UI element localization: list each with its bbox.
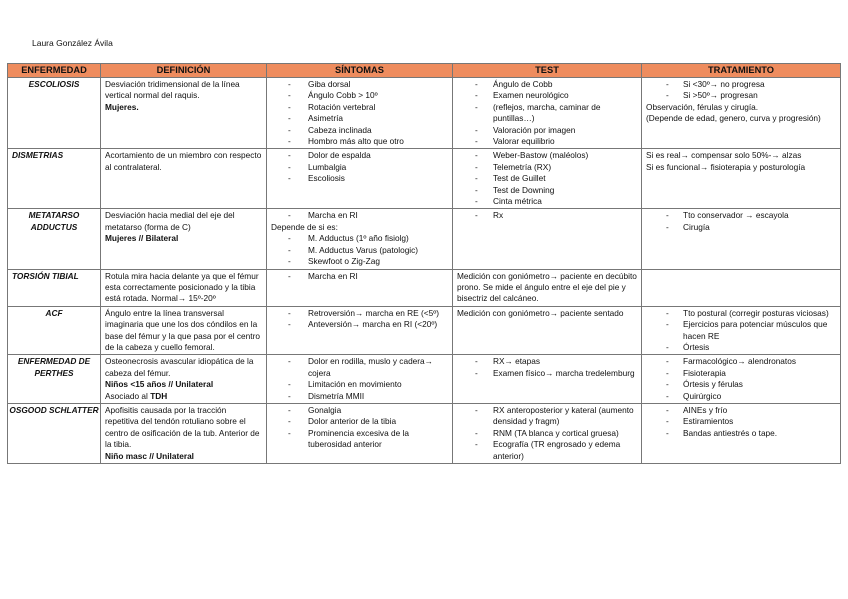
list-item: - Bandas antiestrés o tape.	[646, 428, 836, 439]
list-item: - Lumbalgia	[271, 162, 448, 173]
list-item: - Hombro más alto que otro	[271, 136, 448, 147]
test-cell	[453, 78, 642, 149]
treatment-cell	[642, 306, 841, 355]
list-item: - M. Adductus Varus (patologic)	[271, 245, 448, 256]
treatment-cell	[642, 403, 841, 463]
list-item: - Asimetría	[271, 113, 448, 124]
list-item: - Examen físico→ marcha tredelemburg	[457, 368, 637, 379]
list-item: - Dolor de espalda	[271, 150, 448, 161]
list-item: - Giba dorsal	[271, 79, 448, 90]
list-item: - Anteversión→ marcha en RI (<20º)	[271, 319, 448, 330]
disease-name: TORSIÓN TIBIAL	[8, 269, 101, 306]
list-item: - Cirugía	[646, 222, 836, 233]
test-cell	[453, 149, 642, 209]
list-item: - Órtesis y férulas	[646, 379, 836, 390]
treatment-cell	[642, 269, 841, 306]
table-row-dismetrias	[8, 149, 841, 209]
list-item: - AINEs y frío	[646, 405, 836, 416]
list-item: - Ecografía (TR engrosado y edema anterior)	[457, 439, 637, 462]
test-text: Medición con goniómetro→ paciente en decúbito prono. Se mide el ángulo entre el eje del pie y bisectriz del calcáneo.	[457, 270, 637, 304]
definition-bold: Niño masc // Unilateral	[105, 450, 194, 461]
treatment-cell	[642, 78, 841, 149]
list-item: - Si >50º→ progresan	[646, 90, 836, 101]
symptoms-cell	[267, 269, 453, 306]
list-item: - Dolor en rodilla, muslo y cadera→ cojera	[271, 356, 448, 379]
list-item: - Weber-Bastow (maléolos)	[457, 150, 637, 161]
list-item: - Dolor anterior de la tibia	[271, 416, 448, 427]
list-item: - Dismetría MMII	[271, 391, 448, 402]
disease-name: ACF	[8, 306, 101, 355]
definition-cell	[101, 269, 267, 306]
header-test: TEST	[453, 64, 642, 78]
symptoms-cell	[267, 149, 453, 209]
test-cell	[453, 306, 642, 355]
treatment-cell	[642, 149, 841, 209]
definition-text: Desviación hacia medial del eje del metatarso (forma de C)	[105, 210, 235, 232]
list-item: - Retroversión→ marcha en RE (<5º)	[271, 308, 448, 319]
disease-name: DISMETRIAS	[8, 149, 101, 209]
list-item: - Estiramientos	[646, 416, 836, 427]
list-item: - Si <30º→ no progresa	[646, 79, 836, 90]
definition-bold: Mujeres // Bilateral	[105, 233, 179, 244]
symptoms-cell	[267, 78, 453, 149]
list-item: - Cinta métrica	[457, 196, 637, 207]
list-item: - RX anteroposterior y kateral (aumento densidad y fragm)	[457, 405, 637, 428]
list-item: Si es funcional→ fisioterapia y posturología	[646, 161, 806, 172]
list-item: - Telemetría (RX)	[457, 162, 637, 173]
definition-cell	[101, 403, 267, 463]
list-item: - Tto postural (corregir posturas viciosas)	[646, 308, 836, 319]
treatment-cell	[642, 209, 841, 269]
list-item: - Marcha en RI	[271, 210, 448, 221]
disease-name: ENFERMEDAD DE PERTHES	[8, 355, 101, 404]
list-item: - Ángulo de Cobb	[457, 79, 637, 90]
definition-text-2: Asociado al	[105, 390, 148, 401]
definition-text: Desviación tridimensional de la línea vertical normal del raquis.	[105, 79, 240, 101]
definition-text: Acortamiento de un miembro con respecto al contralateral.	[105, 150, 262, 172]
definition-cell	[101, 209, 267, 269]
list-item: Observación, férulas y cirugía.	[646, 101, 759, 112]
list-item: - Prominencia excesiva de la tuberosidad anterior	[271, 428, 448, 451]
list-item: - Valorar equilibrio	[457, 136, 637, 147]
test-cell	[453, 403, 642, 463]
test-cell	[453, 355, 642, 404]
table-row-metatarso-adductus	[8, 209, 841, 269]
list-item: - Ángulo Cobb > 10º	[271, 90, 448, 101]
list-item: - Farmacológico→ alendronatos	[646, 356, 836, 367]
header-row	[8, 64, 841, 78]
table-row-perthes	[8, 355, 841, 404]
list-item: - Órtesis	[646, 342, 836, 353]
symptoms-cell	[267, 355, 453, 404]
list-item: Si es real→ compensar solo 50%-→ alzas	[646, 150, 802, 161]
definition-bold: Niños <15 años // Unilateral	[105, 379, 214, 390]
list-item: - Escoliosis	[271, 173, 448, 184]
list-item: - Rotación vertebral	[271, 102, 448, 113]
symptoms-cell	[267, 306, 453, 355]
list-item: - Test de Guillet	[457, 173, 637, 184]
symptoms-cell	[267, 403, 453, 463]
list-item: - Gonalgia	[271, 405, 448, 416]
list-item-continuation: - (reflejos, marcha, caminar de puntillas…)	[457, 102, 637, 125]
list-item: - Quirúrgico	[646, 391, 836, 402]
list-item: - Cabeza inclinada	[271, 125, 448, 136]
table-row-acf	[8, 306, 841, 355]
definition-cell	[101, 149, 267, 209]
list-item: - RNM (TA blanca y cortical gruesa)	[457, 428, 637, 439]
header-tratamiento: TRATAMIENTO	[642, 64, 841, 78]
test-text: Medición con goniómetro→ paciente sentado	[457, 307, 624, 318]
list-item: - Skewfoot o Zig-Zag	[271, 256, 448, 267]
diseases-table	[7, 63, 841, 464]
header-sintomas: SÍNTOMAS	[267, 64, 453, 78]
header-enfermedad: ENFERMEDAD	[8, 64, 101, 78]
disease-name: OSGOOD SCHLATTER	[8, 403, 101, 463]
table-row-osgood-schlatter	[8, 403, 841, 463]
list-item: - Tto conservador → escayola	[646, 210, 836, 221]
list-item: - Rx	[457, 210, 637, 221]
list-item: - Marcha en RI	[271, 271, 448, 282]
list-item: (Depende de edad, genero, curva y progresión)	[646, 113, 821, 124]
list-item: - M. Adductus (1º año fisiolg)	[271, 233, 448, 244]
list-item: - Valoración por imagen	[457, 125, 637, 136]
definition-text: Rotula mira hacia delante ya que el fémur esta correctamente posicionado y la tibia está rotada. Normal→ 15º-20º	[105, 270, 259, 304]
list-item: - Examen neurológico	[457, 90, 637, 101]
definition-text: Apofisitis causada por la tracción repetitiva del tendón rotuliano sobre el centro de osificación de la tub. Anterior de la tibia.	[105, 404, 260, 450]
definition-cell	[101, 78, 267, 149]
author-name: Laura González Ávila	[32, 38, 113, 48]
definition-bold: Mujeres.	[105, 101, 139, 112]
list-item: - RX→ etapas	[457, 356, 637, 367]
list-subheading: Depende de si es:	[271, 221, 338, 232]
table-row-torsion-tibial	[8, 269, 841, 306]
test-cell	[453, 209, 642, 269]
definition-cell	[101, 355, 267, 404]
list-item: - Ejercicios para potenciar músculos que hacen RE	[646, 319, 836, 342]
symptoms-cell	[267, 209, 453, 269]
disease-name: ESCOLIOSIS	[8, 78, 101, 149]
test-cell	[453, 269, 642, 306]
list-item: - Limitación en movimiento	[271, 379, 448, 390]
treatment-cell	[642, 355, 841, 404]
list-item: - Fisioterapia	[646, 368, 836, 379]
definition-bold-2: TDH	[150, 390, 168, 401]
definition-cell	[101, 306, 267, 355]
table-row-escoliosis	[8, 78, 841, 149]
header-definicion: DEFINICIÓN	[101, 64, 267, 78]
disease-name: METATARSO ADDUCTUS	[8, 209, 101, 269]
definition-text: Ángulo entre la línea transversal imaginaria que une los dos cóndilos en la base del fémur y la que pasa por el centro de la cabeza y cuello femoral.	[105, 307, 260, 352]
definition-text: Osteonecrosis avascular idiopática de la cabeza del fémur.	[105, 356, 254, 378]
list-item: - Test de Downing	[457, 185, 637, 196]
